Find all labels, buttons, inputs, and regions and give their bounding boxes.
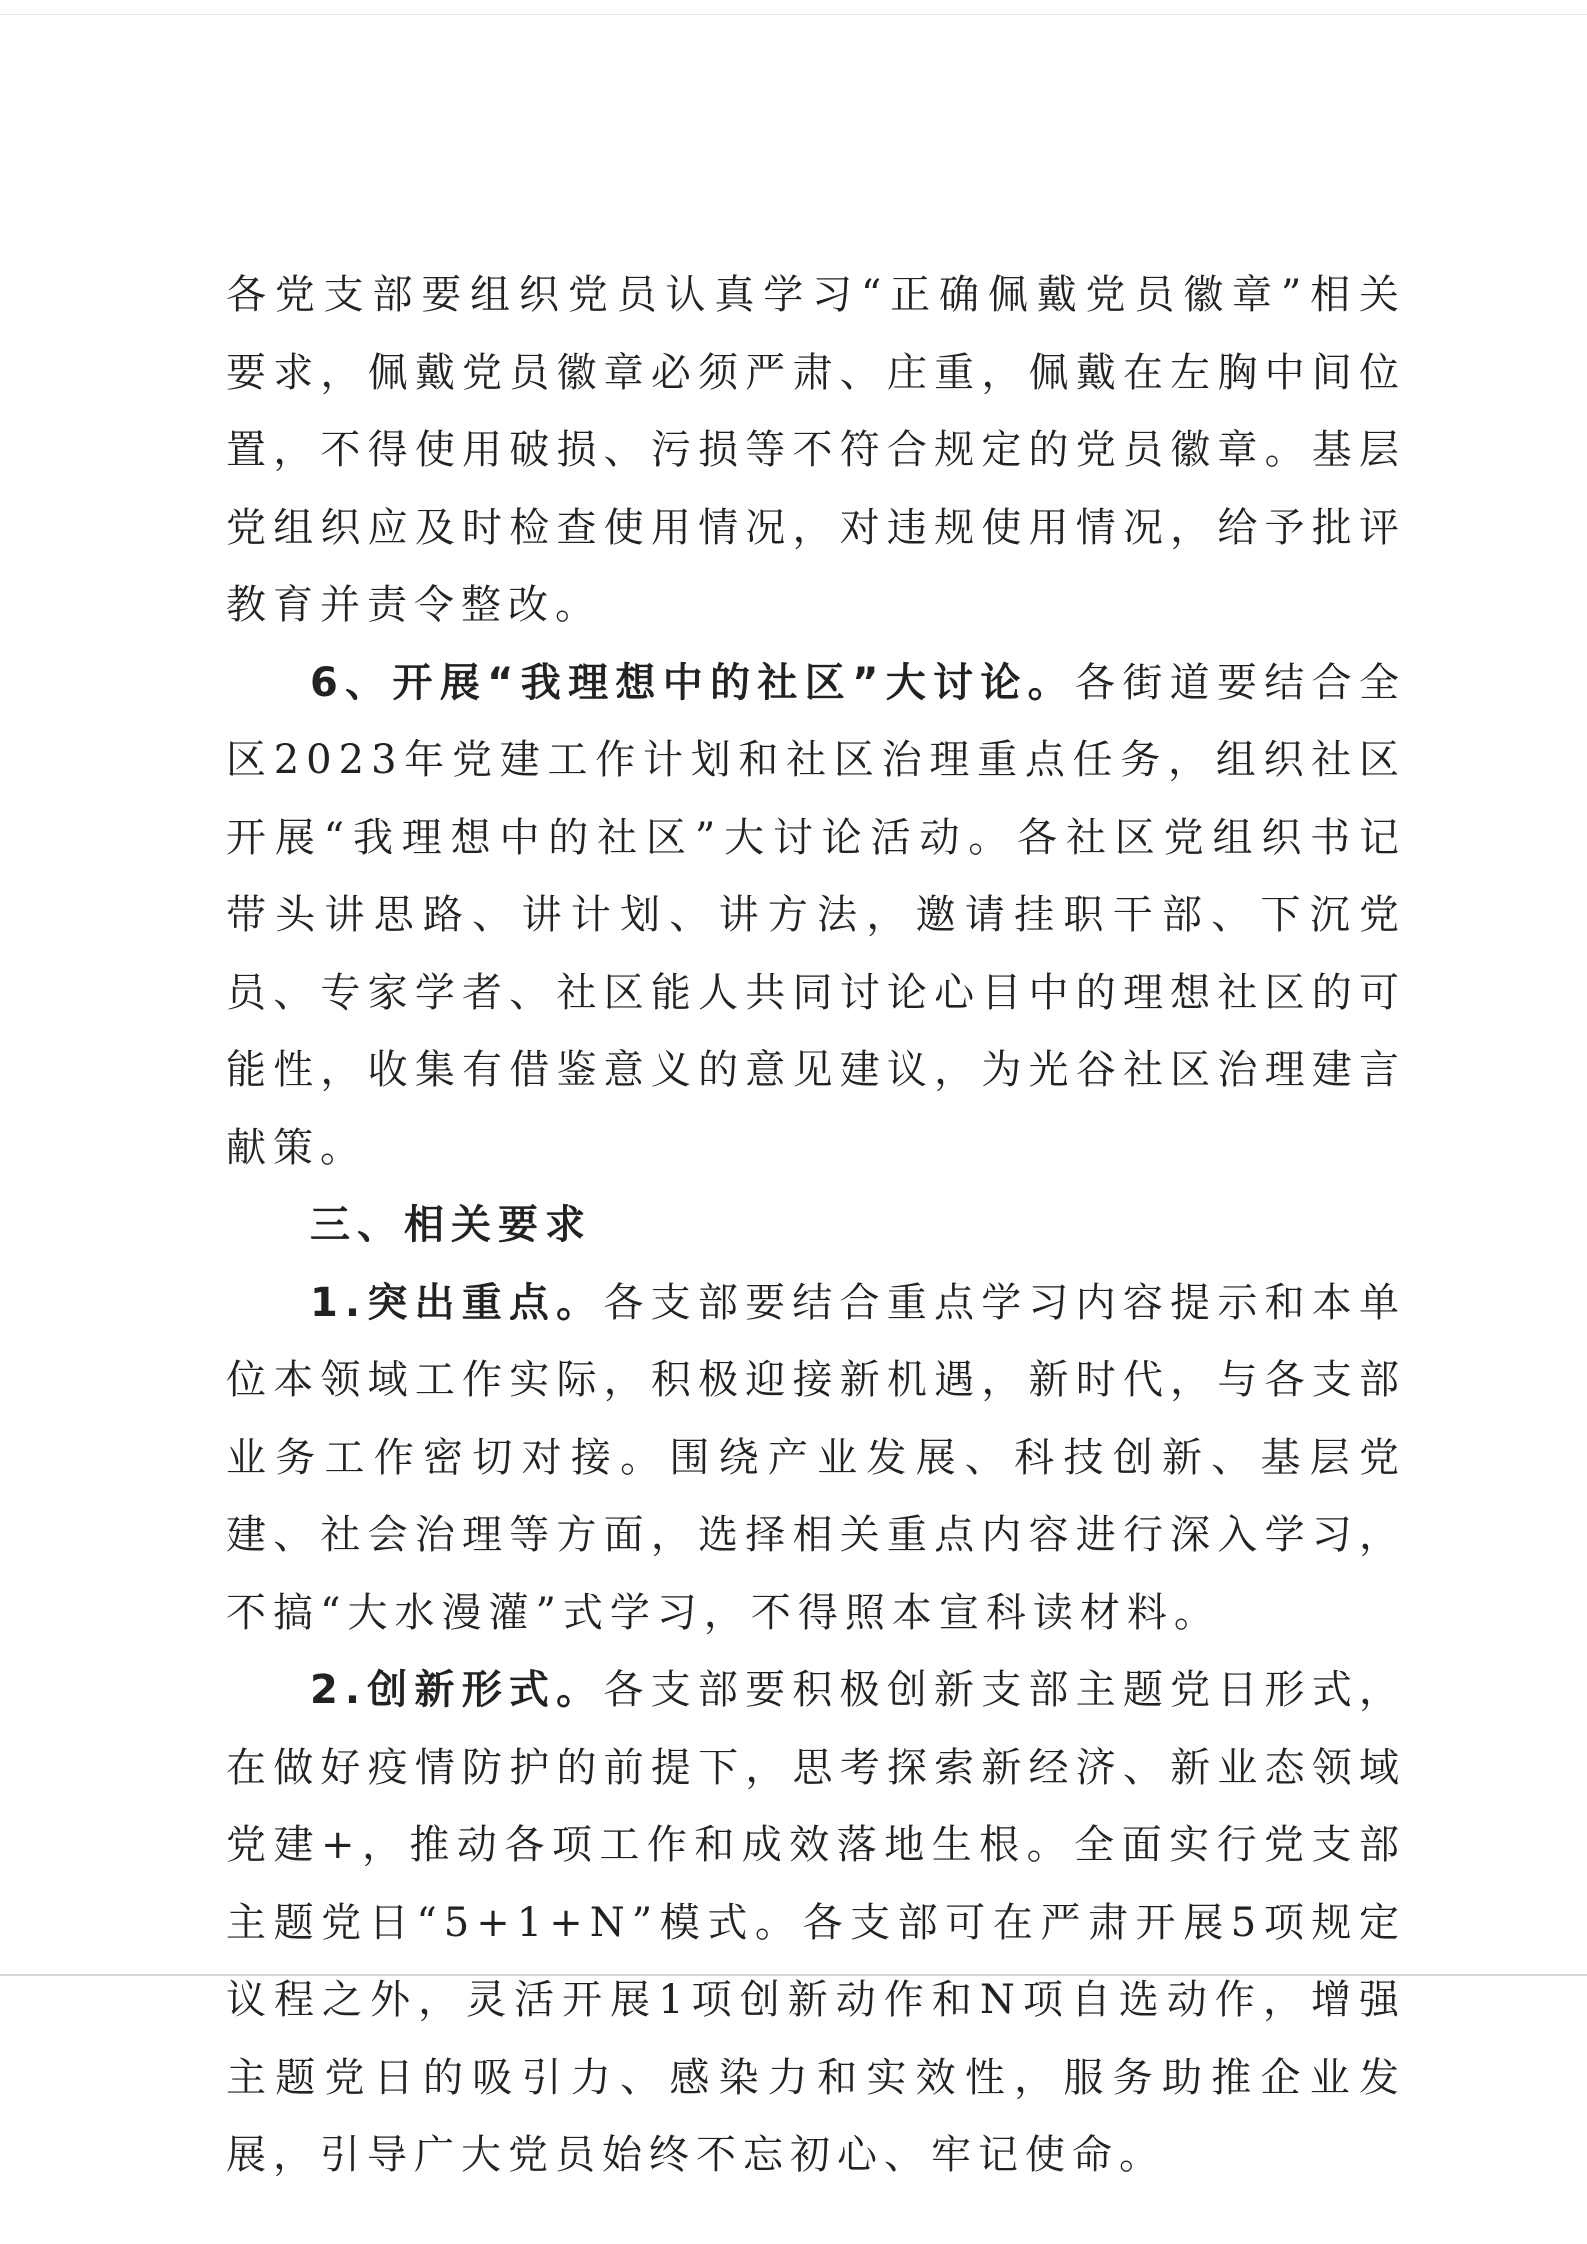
paragraph-party-badge [226,257,1406,645]
paragraph-requirement-innovation-lead: 2.创新形式。 [310,1667,604,1713]
paragraph-community-discussion-body: 各街道要结合全区2023年党建工作计划和社区治理重点任务，组织社区开展“我理想中的社区”大讨论活动。各社区党组织书记带头讲思路、讲计划、讲方法，邀请挂职干部、下沉党员、专家学者、社区能人共同讨论心目中的理想社区的可能性，收集有借鉴意义的意见建议，为光谷社区治理建言献策。 [226,659,1406,1171]
scan-edge-line-bottom [0,1974,1587,1976]
document-body [226,257,1406,2195]
scan-edge-line-top [0,14,1587,15]
paragraph-requirement-focus-lead: 1.突出重点。 [310,1279,604,1326]
paragraph-community-discussion-lead: 6、开展“我理想中的社区”大讨论。 [310,659,1076,706]
paragraph-requirement-focus-body: 各支部要结合重点学习内容提示和本单位本领域工作实际，积极迎接新机遇，新时代，与各支部业务工作密切对接。围绕产业发展、科技创新、基层党建、社会治理等方面，选择相关重点内容进行深入学习，不搞“大水漫灌”式学习，不得照本宣科读材料。 [226,1279,1407,1636]
section-heading-requirements: 三、相关要求 [310,1202,592,1248]
paragraph-party-badge-text: 各党支部要组织党员认真学习“正确佩戴党员徽章”相关要求，佩戴党员徽章必须严肃、庄重，佩戴在左胸中间位置，不得使用破损、污损等不符合规定的党员徽章。基层党组织应及时检查使用情况，对违规使用情况，给予批评教育并责令整改。 [226,272,1406,628]
paragraph-community-discussion [226,645,1406,1188]
paragraph-requirement-focus [226,1265,1406,1653]
paragraph-requirement-innovation [226,1652,1406,2195]
paragraph-requirement-innovation-body: 各支部要积极创新支部主题党日形式，在做好疫情防护的前提下，思考探索新经济、新业态领域党建+，推动各项工作和成效落地生根。全面实行党支部主题党日“5+1+N”模式。各支部可在严肃开展5项规定议程之外，灵活开展1项创新动作和N项自选动作，增强主题党日的吸引力、感染力和实效性，服务助推企业发展，引导广大党员始终不忘初心、牢记使命。 [226,1667,1407,2178]
